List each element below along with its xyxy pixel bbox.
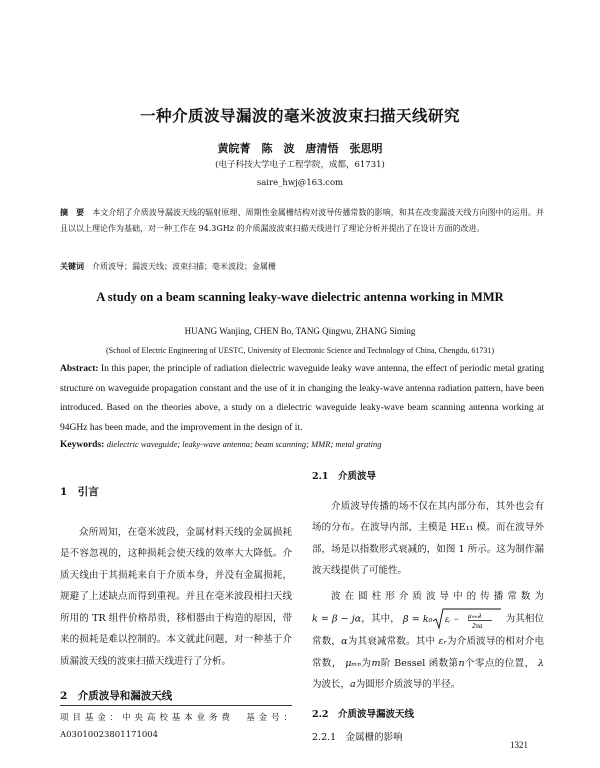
section-2-1-para-2	[312, 586, 544, 696]
section-1-text: 众所周知，在毫米波段，金属材料天线的金属损耗是不容忽视的，这种损耗会使天线的效率大大降低。介质天线由于其损耗来自于介质本身，并没有金属损耗，规避了上述缺点而得到重视。并且在毫米波段相扫天线所用的 TR 组件价格昂贵，移相器由于构造的原因，带来的损耗是难以控制的。本文就此问题，对一种基于介质漏波天线的波束扫描天线进行了分析。	[60, 526, 292, 667]
a-symbol: a	[350, 679, 356, 690]
section-2-heading: 2 介质波导和漏波天线	[60, 690, 173, 702]
m-symbol: m	[371, 657, 381, 669]
n-symbol: n	[458, 657, 465, 669]
mu-symbol: μₘₙ	[345, 657, 362, 669]
lambda-symbol: λ	[537, 657, 544, 669]
para-2-part-g: 阶 Bessel 函数第	[380, 657, 459, 669]
footnote-funding: 项目基金：中央高校基本业务费 基金号：A03010023801171004	[60, 713, 292, 740]
en-affiliation: (School of Electric Engineering of UESTC, University of Electronic Science and Technology of China, Chengdu, 61731)	[105, 346, 495, 355]
cn-title: 一种介质波导漏波的毫米波波束扫描天线研究	[139, 106, 460, 125]
section-2-1-para-1: 介质波导传播的场不仅在其内部分布，其外也会有场的分布。在波导内部，主模是 HE₁₁ 模。而在波导外部，场是以指数形式衰减的，如图 1 所示。这为制作漏波天线提供了可能性。	[312, 500, 544, 576]
cn-keywords	[60, 258, 544, 275]
para-2-part-j: 为圆形介质波导的半径。	[355, 679, 461, 690]
para-2-part-a: 波在圆柱形介质波导中的传播常数为	[331, 590, 544, 602]
en-keywords	[60, 439, 544, 450]
cn-abstract-text: 本文介绍了介质波导漏波天线的辐射原理、周期性金属栅结构对波导传播常数的影响，和其在改变漏波天线方向图中的运用。并且以以上理论作为基础，对一种工作在 94.3GHz 的介质漏波波束扫描天线进行了理论分析并提出了在设计方面的改进。	[60, 208, 545, 233]
para-2-part-c: 为其相位常数，	[312, 613, 544, 647]
beta-eq-lhs: β = k₀	[403, 613, 433, 625]
para-2-part-d: 为其衰减常数。其中	[347, 636, 436, 647]
cn-keywords-label: 关键词	[60, 261, 84, 271]
en-title: A study on a beam scanning leaky-wave dielectric antenna working in MMR	[96, 290, 504, 304]
footnote-divider	[60, 705, 292, 706]
left-column	[60, 482, 292, 708]
alpha-symbol: α	[341, 636, 348, 647]
cn-email: saire_hwj@163.com	[256, 178, 344, 188]
en-keywords-label: Keywords:	[60, 440, 105, 450]
page-number: 1321	[510, 740, 528, 750]
sqrt-eps: εᵣ −	[445, 614, 460, 624]
para-2-part-f: 为	[361, 657, 372, 669]
section-2-2-heading: 2.2 介质波导漏波天线	[312, 708, 415, 720]
section-2-2-1-heading: 2.2.1 金属栅的影响	[312, 732, 403, 743]
para-2-part-h: 个零点的位置，	[464, 657, 535, 669]
en-abstract-text: In this paper, the principle of radiation dielectric waveguide leaky wave antenna, the effect of periodic metal grating structure on waveguide propagation constant and the use of it in changing the leaky-wave antenna radiation pattern, have been introduced. Based on the theories above, a study on a dielectric waveguide leaky-wave beam scanning antenna working at 94GHz has been made, and the improvement in the design of it.	[60, 364, 544, 433]
sqrt-symbol	[432, 607, 502, 631]
cn-abstract-label: 摘 要	[60, 207, 85, 217]
section-1-heading: 1 引言	[60, 486, 99, 498]
frac-denominator: 2πa	[472, 622, 483, 630]
beta-equation	[403, 612, 506, 630]
para-2-part-i: 为波长，	[312, 679, 351, 690]
cn-affiliation: (电子科技大学电子工程学院，成都，61731)	[215, 160, 385, 170]
k-equation: k = β − jα	[312, 613, 362, 625]
frac-numerator: μₘₙλ	[468, 612, 483, 620]
cn-keywords-text: 介质波导；漏波天线；波束扫描；毫米波段；金属栅	[92, 262, 276, 271]
right-column	[312, 466, 544, 749]
section-2-1-heading: 2.1 介质波导	[312, 471, 377, 482]
en-abstract-label: Abstract:	[60, 364, 99, 374]
cn-abstract	[60, 204, 544, 237]
para-2-part-b: ，其中，	[361, 613, 400, 625]
eps-symbol: εᵣ	[438, 636, 447, 647]
en-authors: HUANG Wanjing, CHEN Bo, TANG Qingwu, ZHANG Siming	[184, 326, 416, 336]
en-abstract	[60, 360, 544, 438]
para-2-part-e: 为介质波导的相对介电常数，	[312, 636, 544, 669]
en-keywords-text: dielectric waveguide; leaky-wave antenna; beam scanning; MMR; metal grating	[106, 439, 382, 449]
cn-authors: 黄皖菁 陈 波 唐清悟 张思明	[217, 142, 383, 155]
